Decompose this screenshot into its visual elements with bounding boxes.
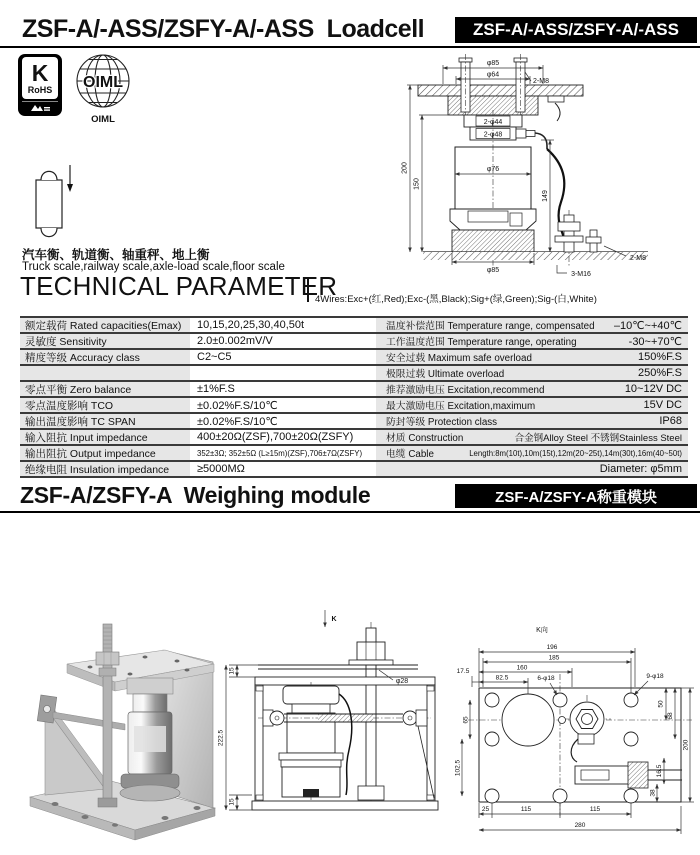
wiring-note: 4Wires:Exc+(红,Red);Exc-(黑,Black);Sig+(绿,Green);Sig-(白,White): [315, 294, 597, 305]
param-label-left: 零点平衡 Zero balance: [20, 382, 190, 396]
model-badge: ZSF-A/-ASS/ZSFY-A/-ASS: [455, 17, 697, 43]
gusset-plate: [37, 695, 111, 795]
oiml-overlay-text: OIML: [83, 74, 123, 91]
param-value-left: 400±20Ω(ZSF),700±20Ω(ZSFY): [190, 430, 376, 444]
param-value-right: –10℃~+40℃: [613, 319, 682, 332]
param-right-half: [376, 446, 688, 460]
param-value-left: C2~C5: [190, 350, 376, 364]
table-row: [20, 396, 688, 412]
dim-dia85-bottom: φ85: [486, 267, 500, 274]
param-right-half: [376, 334, 688, 348]
param-right-half: [376, 382, 688, 396]
table-row: [20, 316, 688, 332]
dim-38: 38: [649, 789, 657, 797]
module-badge: ZSF-A/ZSFY-A称重模块: [455, 484, 697, 508]
param-value-right: 15V DC: [643, 399, 682, 411]
param-value-right: 250%F.S: [637, 367, 682, 379]
dim-185: 185: [548, 654, 560, 662]
module-section-divider: [0, 511, 700, 513]
param-right-half: [376, 462, 688, 476]
param-label-right: 极限过载 Ultimate overload: [386, 369, 505, 380]
param-label-left: [20, 366, 190, 380]
param-label-right: 温度补偿范围 Temperature range, compensated: [386, 321, 595, 332]
dim-68: 68: [667, 712, 674, 720]
param-label-right: 防封等级 Protection class: [386, 417, 498, 428]
loadcell-drawing-geometry: [418, 54, 648, 267]
param-label-left: 额定载荷 Rated capacities(Emax): [20, 318, 190, 332]
param-label-left: 输入阻抗 Input impedance: [20, 430, 190, 444]
dim-15-bottom: 15: [228, 798, 236, 806]
k-mark: [22, 57, 58, 99]
param-value-left: 2.0±0.002mV/V: [190, 334, 376, 348]
dim-82-5: 82.5: [495, 674, 509, 682]
dim-115-a: 115: [520, 806, 532, 813]
loadcell-install-drawing: [398, 52, 700, 297]
plan-view-title: K向: [536, 627, 548, 634]
table-row: [20, 412, 688, 428]
dim-2m8-bottom: 2-M8: [630, 255, 646, 262]
dim-dia44: 2-φ44: [483, 119, 503, 126]
param-value-right: 150%F.S: [637, 351, 682, 363]
param-right-half: [376, 414, 688, 428]
weighing-module-photo: [15, 612, 225, 850]
application-text-en: Truck scale,railway scale,axle-load scale,floor scale: [22, 261, 285, 273]
dim-3m16: 3-M16: [571, 271, 591, 278]
dim-115-b: 115: [589, 806, 601, 813]
param-value-left: ±1%F.S: [190, 382, 376, 396]
dim-196: 196: [546, 644, 558, 651]
k-letter: K: [31, 59, 49, 86]
dim-149: 149: [542, 190, 549, 202]
dim-dia76: φ76: [486, 166, 500, 173]
rohs-label: RoHS: [27, 84, 53, 95]
param-label-right: 最大激励电压 Excitation,maximum: [386, 401, 536, 412]
table-row: [20, 348, 688, 364]
application-text-cn: 汽车衡、轨道衡、轴重秤、地上衡: [22, 248, 210, 262]
dim-150: 150: [413, 178, 421, 190]
table-row: [20, 380, 688, 396]
dim-280: 280: [574, 822, 586, 829]
dim-dia48: 2-φ48: [483, 131, 503, 139]
side-view-geometry: [252, 610, 438, 810]
dim-160: 160: [516, 664, 528, 672]
dim-50: 50: [657, 700, 665, 708]
param-label-left: 灵敏度 Sensitivity: [20, 334, 190, 348]
param-value-left: 352±3Ω; 352±5Ω (L≥15m)(ZSF),706±7Ω(ZSFY): [190, 446, 376, 460]
param-value-left: ±0.02%F.S/10℃: [190, 398, 376, 412]
header-divider: [0, 46, 700, 48]
param-right-half: [376, 430, 688, 444]
dim-holes-9: 9-φ18: [646, 673, 664, 680]
k-foot-mark: [22, 101, 58, 113]
dim-dia64: φ64: [486, 71, 500, 79]
param-value-right: 合金钢Alloy Steel 不锈钢Stainless Steel: [514, 433, 682, 444]
table-row: [20, 332, 688, 348]
param-value-left: ≥5000MΩ: [190, 462, 376, 476]
plan-view-geometry: [468, 674, 692, 816]
mountain-icon: [29, 104, 51, 112]
dim-222-5: 222.5: [217, 729, 225, 747]
module-plan-view-drawing: [450, 610, 700, 855]
param-right-half: [376, 350, 688, 364]
down-arrow-icon: [67, 184, 73, 192]
param-value-right: 10~12V DC: [624, 383, 682, 395]
table-row: [20, 428, 688, 444]
dim-200-plan: 200: [682, 739, 690, 751]
param-right-half: [376, 318, 688, 332]
k-rohs-logo: [18, 54, 62, 116]
param-value-left: ±0.02%F.S/10℃: [190, 414, 376, 428]
param-right-half: [376, 366, 688, 380]
param-right-half: [376, 398, 688, 412]
param-value-left: [190, 366, 376, 380]
side-view-dimensions: [226, 665, 258, 810]
module-section-title: ZSF-A/ZSFY-A Weighing module: [20, 482, 371, 508]
table-row: [20, 460, 688, 476]
param-label-right: 推荐激励电压 Excitation,recommend: [386, 385, 545, 396]
k-view-arrow-label: K: [331, 616, 337, 623]
param-label-left: 零点温度影响 TCO: [20, 398, 190, 412]
page-title: ZSF-A/-ASS/ZSFY-A/-ASS Loadcell: [22, 15, 425, 43]
oiml-logo: [66, 50, 140, 128]
param-value-right: Length:8m(10t),10m(15t),12m(20~25t),14m(30t),16m(40~50t): [469, 448, 682, 458]
dim-holes-6: 6-φ18: [537, 675, 555, 682]
param-label-left: 输出阻抗 Output impedance: [20, 446, 190, 460]
dim-200: 200: [401, 162, 409, 174]
heading-divider-bar: [307, 277, 309, 302]
dim-m8-top: 2-M8: [533, 78, 549, 85]
param-value-right: IP68: [659, 415, 682, 427]
dim-15-top: 15: [228, 667, 236, 675]
dim-dia85-top: φ85: [486, 60, 500, 67]
param-label-right: 电缆 Cable: [386, 449, 434, 460]
param-label-left: 精度等级 Accuracy class: [20, 350, 190, 364]
section-heading-technical-parameter: TECHNICAL PARAMETER: [20, 271, 338, 301]
dim-17-5: 17.5: [456, 668, 470, 675]
param-label-right: 材质 Construction: [386, 433, 464, 444]
dim-65: 65: [462, 716, 470, 724]
dim-16-5: 16.5: [656, 764, 663, 778]
param-label-left: 输出温度影响 TC SPAN: [20, 414, 190, 428]
table-row: [20, 444, 688, 460]
oiml-caption: OIML: [91, 114, 115, 125]
table-row: [20, 364, 688, 380]
param-value-left: 10,15,20,25,30,40,50t: [190, 318, 376, 332]
dim-102-5: 102.5: [454, 759, 462, 777]
dim-dia28: φ28: [395, 678, 409, 685]
parameter-table: [20, 316, 688, 478]
param-label-right: 工作温度范围 Temperature range, operating: [386, 337, 577, 348]
module-side-view-drawing: [213, 598, 453, 855]
param-label-right: 安全过载 Maximum safe overload: [386, 353, 532, 364]
dim-25: 25: [481, 806, 490, 813]
param-value-right: -30~+70℃: [628, 335, 682, 348]
param-label-left: 绝缘电阻 Insulation impedance: [20, 462, 190, 476]
loadcell-pictogram: [28, 160, 78, 250]
param-value-right: Diameter: φ5mm: [599, 463, 682, 475]
